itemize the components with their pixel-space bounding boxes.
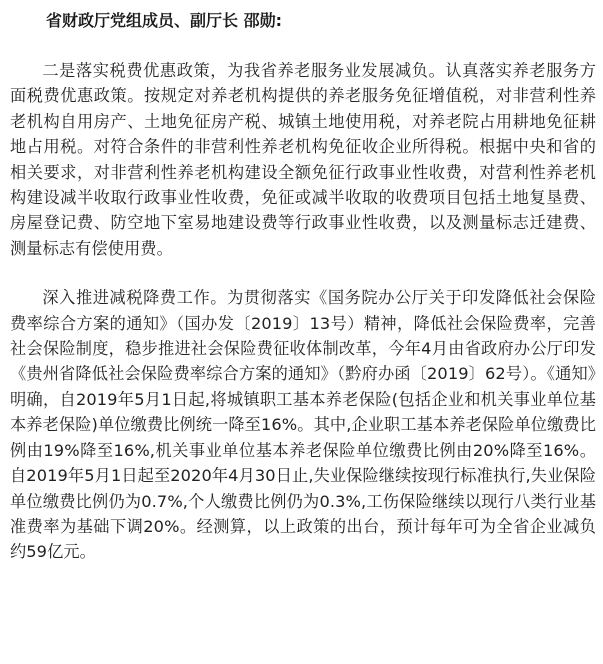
paragraph-tax-reduction: 深入推进减税降费工作。为贯彻落实《国务院办公厅关于印发降低社会保险费率综合方案的通知》（国办发〔2019〕13号）精神，降低社会保险费率，完善社会保险制度，稳步推进社会保险费征收体制改革，今年4月由省政府办公厅印发《贵州省降低社会保险费率综合方案的通知》（黔府办函〔2019〕62号）。《通知》明确，自2019年5月1日起,将城镇职工基本养老保险(包括企业和机关事业单位基本养老保险)单位缴费比例统一降至16%。其中,企业职工基本养老保险单位缴费比例由19%降至16%,机关事业单位基本养老保险单位缴费比例由20%降至16%。自2019年5月1日起至2020年4月30日止,失业保险继续按现行标准执行,失业保险单位缴费比例仍为0.7%,个人缴费比例仍为0.3%,工伤保险继续以现行八类行业基准费率为基础下调20%。经测算，以上政策的出台，预计每年可为全省企业减负约59亿元。 [10,288,596,562]
paragraph-tax-preferences: 二是落实税费优惠政策，为我省养老服务业发展减负。认真落实养老服务方面税费优惠政策。按规定对养老机构提供的养老服务免征增值税，对非营利性养老机构自用房产、土地免征房产税、城镇土地使用税，对养老院占用耕地免征耕地占用税。对符合条件的非营利性养老机构免征收企业所得税。根据中央和省的相关要求，对非营利性养老机构建设全额免征行政事业性收费，对营利性养老机构建设减半收取行政事业性收费，免征或减半收取的收费项目包括土地复垦费、房屋登记费、防空地下室易地建设费等行政事业性收费，以及测量标志迁建费、测量标志有偿使用费。 [10,61,596,258]
article-body [10,0,596,565]
speaker-heading: 省财政厅党组成员、副厅长 邵勋: [46,11,282,30]
